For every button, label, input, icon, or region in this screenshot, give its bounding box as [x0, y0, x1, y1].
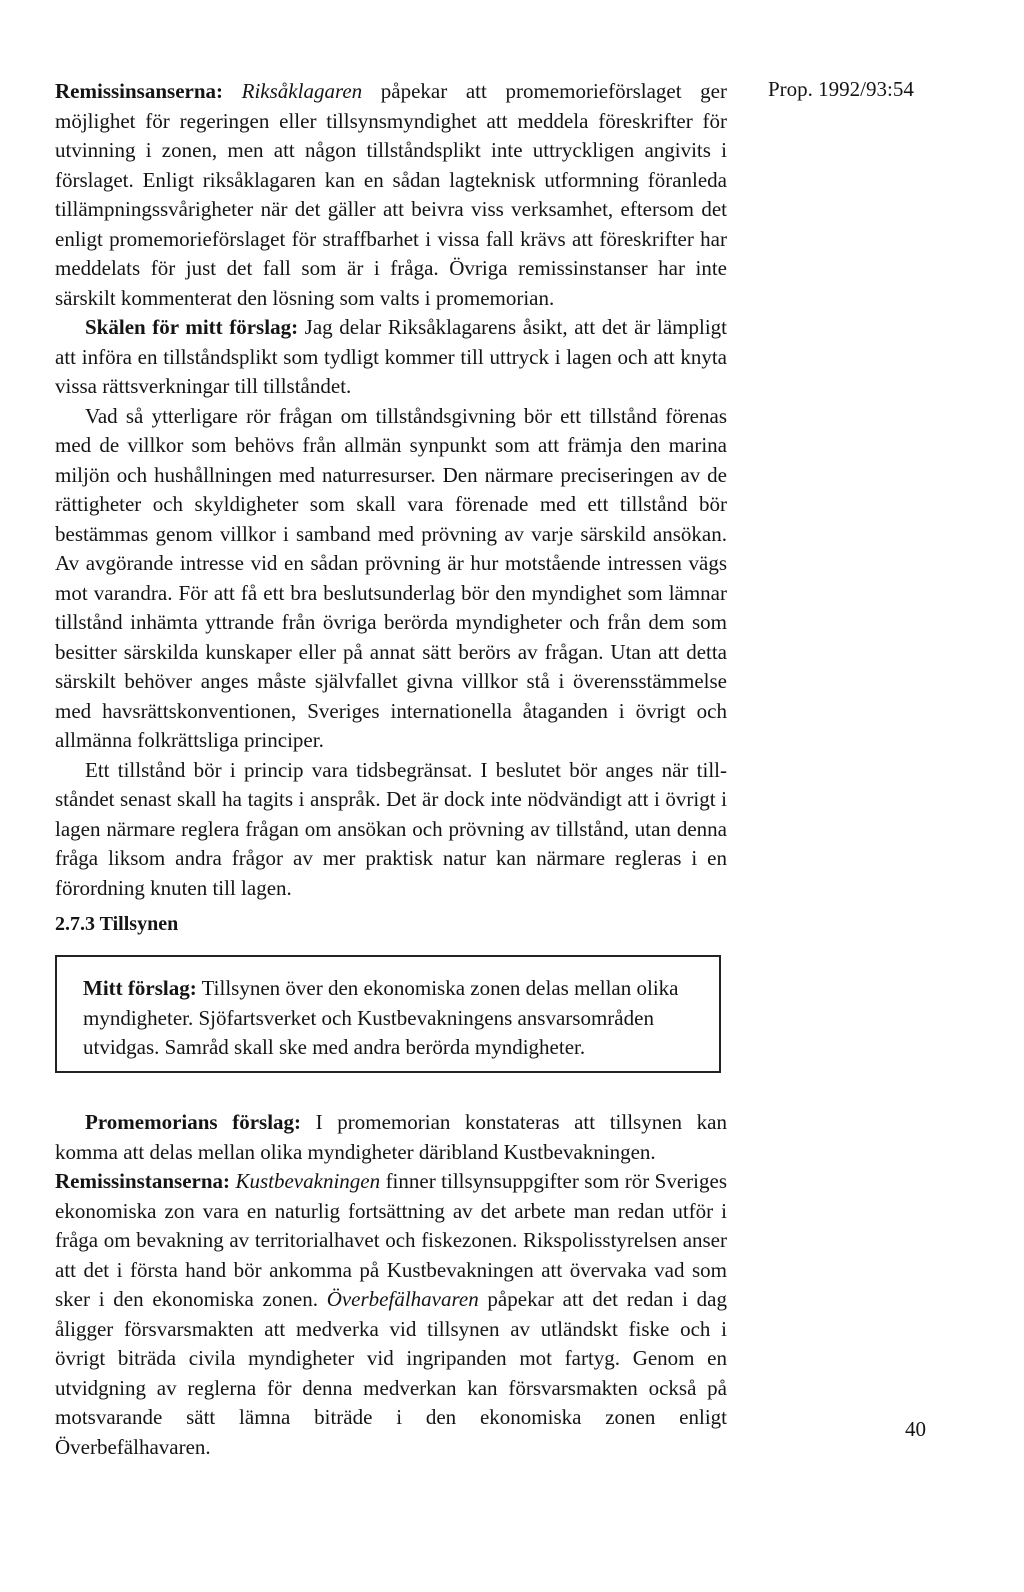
paragraph-remissinstanserna-1 [55, 77, 727, 313]
paragraph-text: I promemorian konstateras att tillsynen kan komma att delas mellan olika myndigheter däribland Kustbevakningen. [55, 1110, 727, 1164]
page-number: 40 [905, 1417, 926, 1441]
lead-mitt-forslag: Mitt förslag: [83, 976, 197, 1000]
name-overbefalhavaren: Överbefälhavaren [326, 1287, 479, 1311]
lead-skalen: Skälen för mitt förslag: [85, 315, 299, 339]
proposal-box [55, 955, 721, 1073]
paragraph-tidsbegransat: Ett tillstånd bör i princip vara tidsbegränsat. I beslutet bör anges när tillståndet senast skall ha tagits i anspråk. Det är dock inte nödvändigt att i övrigt i lagen närmare reglera frågan om ansökan och prövning av tillstånd, utan denna fråga liksom andra frågor av mer praktisk natur kan närmare regleras i en förordning knuten till lagen. [55, 757, 727, 900]
lead-promemorians: Promemorians förslag: [85, 1110, 302, 1134]
paragraph-text: Jag delar Riksåklagarens åsikt, att det är lämpligt att införa en tillståndsplikt som tydligt kommer till uttryck i lagen och att knyta vissa rättsverkningar till tillståndet. [55, 315, 727, 398]
paragraph-text: finner tillsynsuppgifter som rör Sveriges ekonomiska zon vara en naturlig fortsättning av det arbete man redan utför i fråga om bevakning av territorialhavet och fiskezonen. Rikspolisstyrelsen anser att det i första hand bör ankomma på Kustbevakningen att övervaka vad som sker i den ekonomiska zonen. [55, 1169, 727, 1311]
name-kustbevakningen: Kustbevakningen [235, 1169, 381, 1193]
paragraph-skalen [55, 313, 727, 402]
paragraph-text: påpekar att det redan i dag åligger försvarsmakten att medverka vid tillsynen av utländskt fiske och i övrigt biträda civila myndigheter vid ingripanden mot fartyg. Genom en utvidgning av reglerna för denna medverkan kan försvarsmakten också på motsvarande sätt lämna biträde i den ekonomiska zonen enligt Överbefälhavaren. [55, 1287, 727, 1459]
paragraph-text: påpekar att promemorieförslaget ger möjlighet för regeringen eller tillsynsmyndighet att meddela föreskrifter för utvinning i zonen, men att någon tillståndsplikt inte uttryckligen angivits i förslaget. Enligt riksåklagaren kan en sådan lagteknisk utformning föranleda tillämpningssvårigheter när det gäller att beivra viss verksamhet, eftersom det enligt promemorieförslaget för straffbarhet i vissa fall krävs att föreskrifter har meddelats för just det fall som är i fråga. Övriga remissinstanser har inte särskilt kommenterat den lösning som valts i promemorian. [55, 79, 727, 310]
lead-remissinstanserna: Remissinsanserna: [55, 79, 224, 103]
proposition-reference: Prop. 1992/93:54 [768, 77, 914, 101]
proposal-text [83, 974, 703, 1063]
paragraph-promemorians [55, 1108, 727, 1167]
proposal-body: Tillsynen över den ekonomiska zonen delas mellan olika myndigheter. Sjöfartsverket och Kustbevakningens ansvarsområden utvidgas. Samråd skall ske med andra berörda myndigheter. [83, 976, 679, 1059]
name-riksaklagaren: Riksåklagaren [241, 79, 363, 103]
body-text-lower [55, 1108, 727, 1462]
body-text-upper [55, 77, 727, 903]
paragraph-remissinstanserna-2 [55, 1167, 727, 1462]
section-heading: 2.7.3 Tillsynen [55, 913, 179, 935]
paragraph-tillstandsgivning: Vad så ytterligare rör frågan om tillståndsgivning bör ett tillstånd förenas med de villkor som behövs från allmän synpunkt som att främja den marina miljön och hushållningen med naturresurser. Den närmare preciseringen av de rättigheter och skyldigheter som skall vara förenade med ett tillstånd bör bestämmas genom villkor i samband med prövning av varje särskild ansökan. Av avgörande intresse vid en sådan prövning är hur motstående intressen vägs mot varandra. För att få ett bra beslutsunderlag bör den myndighet som lämnar tillstånd inhämta yttrande från övriga berörda myndigheter och från dem som besitter särskilda kunskaper eller på annat sätt berörs av frågan. Utan att detta särskilt behöver anges måste självfallet givna villkor stå i överensstämmelse med havsrättskonventionen, Sveriges internationella åtaganden i övrigt och allmänna folkrättsliga principer. [55, 403, 727, 752]
lead-remissinstanserna-2: Remissinstanserna: [55, 1169, 231, 1193]
